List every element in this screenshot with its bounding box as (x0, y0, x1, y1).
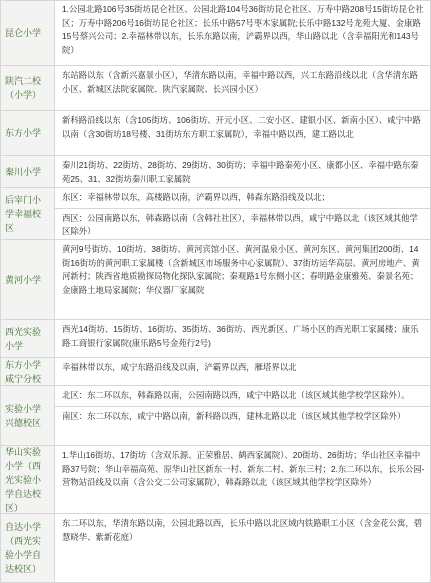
school-name: 东方小学 (0, 111, 55, 155)
table-row (0, 514, 431, 583)
school-name: 秦川小学 (0, 156, 55, 187)
south-district: 南区：东二环以东，咸宁中路以南，新科路以西，建林北路以北（该区域其他学校学区除外） (62, 410, 406, 421)
table-row (0, 156, 431, 188)
west-district: 西区：公园南路以东，韩森路以南（含韩社社区），幸福林带以西，咸宁中路以北（该区域其他学区除外） (62, 212, 418, 236)
district-description: 东站路以东（含新兴嘉景小区），华清东路以南，幸福中路以西，兴工东路沿线以北（含华清东路小区、新城区法院家属院、陕汽家属院、长兴园小区） (55, 66, 431, 110)
school-name: 东方小学咸宁分校 (0, 358, 55, 385)
table-row (0, 446, 431, 514)
district-description: 黄河9号街坊、10街坊、38街坊、黄河宾馆小区、黄河温泉小区、黄河东区、黄河集团200街、14街16街坊的黄河职工家属楼（含新城区市场服务中心家属院）、37街坊运华高层、黄河房地产、黄河新村；陕西省地质勘探局物化探队家属院；秦观路1号东侧小区；春明路金康雅苑、秦景名苑；金康路土地局家属院；华仪器厂家属院 (55, 240, 431, 319)
district-description: 秦川21街坊、22街坊、28街坊、29街坊、30街坊；幸福中路秦苑小区、康都小区、幸福中路东秦苑25、31、32街坊秦川职工家属院 (55, 156, 431, 187)
table-row (0, 66, 431, 111)
district-description: 新科路沿线以东（含105街坊、106街坊、开元小区、二安小区、建银小区、新南小区）、咸宁中路以南（含30街坊18号楼、31街坊东方职工家属院），幸福中路以西，建工路以北 (55, 111, 431, 155)
district-description: 1.华山16街坊、17街坊（含双乐源、正荣雅居、鹤西家属院）、20街坊、26街坊；华山社区幸福中路37号院；华山幸福高苑、原华山社区新东一村、新东二村、新东三村；2.东二环以东，长乐公园-营物站沿线及以南（含公交二公司家属院），韩森路以北（该区域其他学校学区除外） (55, 446, 431, 513)
table-row (0, 386, 431, 446)
district-description: 1.公园北路106号35街坊昆仑社区、公园北路104号36街坊昆仑社区、万寿中路208号15街坊昆仑社区；万寿中路206号16街坊昆仑社区；长乐中路57号枣木家属院;长乐中路132号龙苑大厦、金康路15号蔡兴公司；2.幸福林带以东，长乐东路以南，浐霸界以西，华山路以北（含幸福阳光和143号院） (55, 0, 431, 65)
district-description: 西光14街坊、15街坊、16街坊、35街坊、36街坊、西光新区、广场小区的西光职工家属楼；康乐路工商银行家属院(康乐路5号金苑行2号) (55, 320, 431, 357)
district-description: 幸福林带以东，咸宁东路沿线及以南，浐霸界以西，雁塔界以北 (55, 358, 431, 385)
table-row (0, 240, 431, 320)
table-row (0, 111, 431, 156)
school-name: 西光实验小学 (0, 320, 55, 357)
school-name: 陕汽二校（小学） (0, 66, 55, 110)
north-district: 北区：东二环以东，韩森路以南，公园南路以西，咸宁中路以北（该区域其他学校学区除外）。 (55, 389, 431, 407)
school-name: 后宰门小学幸福校区 (0, 188, 55, 239)
school-name: 实验小学兴德校区 (0, 386, 55, 445)
district-description (55, 188, 431, 239)
east-district: 东区：幸福林带以东，高楼路以南，浐霸界以西，韩森东路沿线及以北； (55, 191, 431, 209)
school-name: 黄河小学 (0, 240, 55, 319)
school-name: 昆仑小学 (0, 0, 55, 65)
district-description: 东二环以东，华清东路以南，公园北路以西，长乐中路以北区域内铁路职工小区（含金花公寓，碧慧晓华、紫新花庭） (55, 514, 431, 582)
table-row (0, 0, 431, 66)
school-name: 华山实验小学（西光实验小学自达校区） (0, 446, 55, 513)
table-row (0, 358, 431, 386)
school-name: 自达小学（西光实验小学自达校区） (0, 514, 55, 582)
table-row (0, 320, 431, 358)
district-description (55, 386, 431, 445)
table-row (0, 188, 431, 240)
